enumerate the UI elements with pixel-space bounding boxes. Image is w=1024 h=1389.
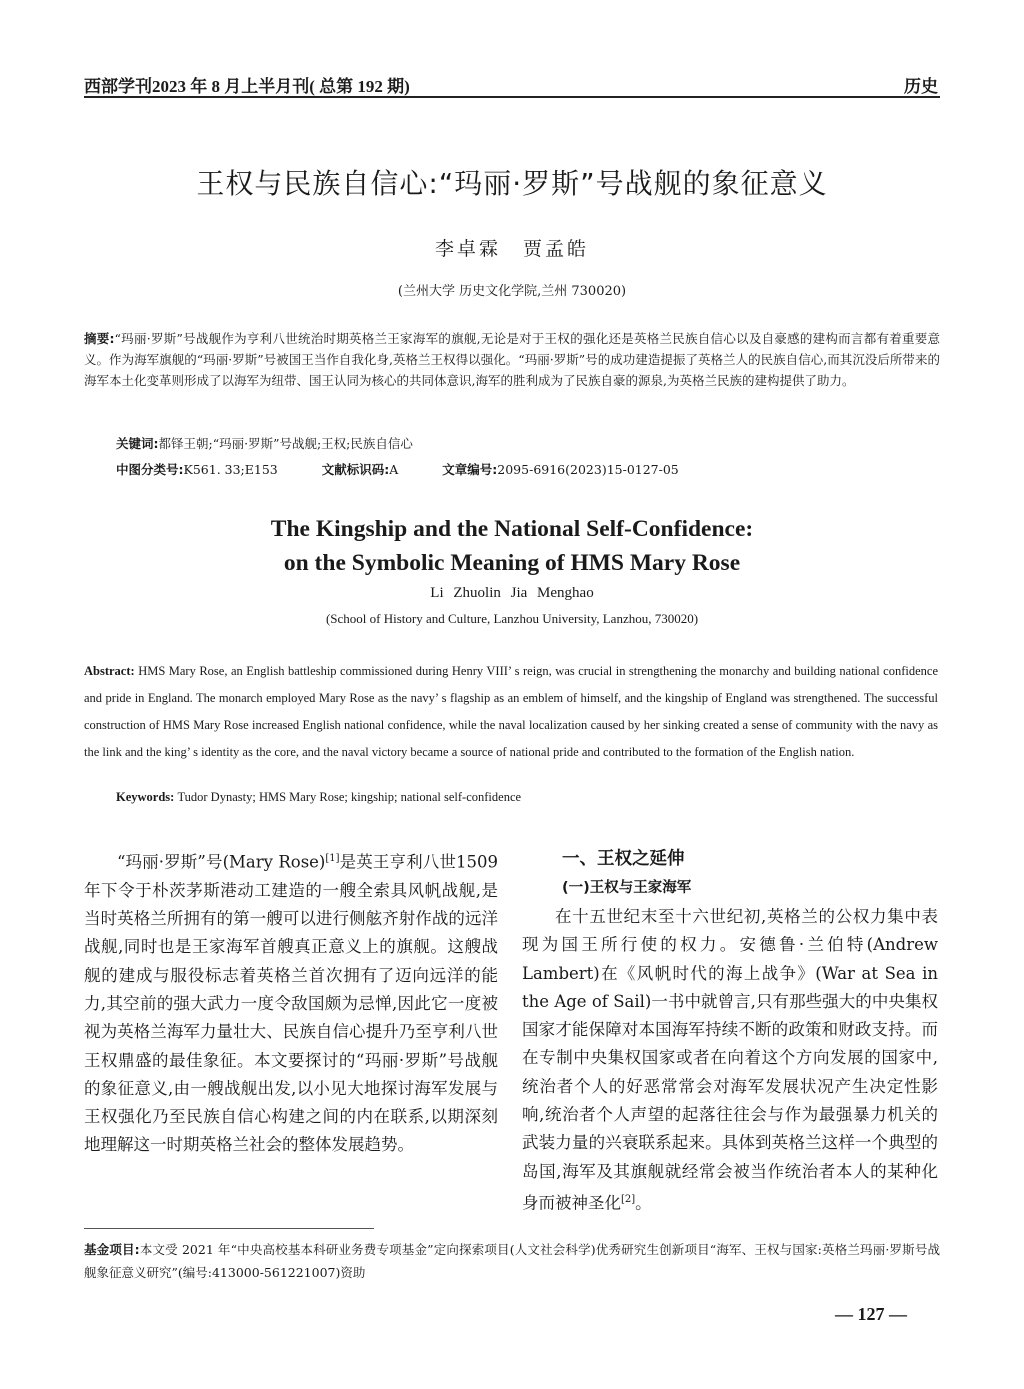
reference-marker-2: [2]: [621, 1193, 636, 1205]
funding-footnote: [84, 1238, 940, 1284]
keywords-cn-text: 都铎王朝;“玛丽·罗斯”号战舰;王权;民族自信心: [158, 436, 413, 451]
keywords-en-label: Keywords:: [116, 790, 175, 804]
article-title-cn: 王权与民族自信心:“玛丽·罗斯”号战舰的象征意义: [196, 167, 828, 200]
keywords-cn: [116, 433, 936, 454]
clc-label: 中图分类号:: [116, 462, 184, 477]
intro-text-part1: “玛丽·罗斯”号(Mary Rose): [117, 852, 326, 872]
abstract-en-text: HMS Mary Rose, an English battleship commissioned during Henry VIII’ s reign, was crucial in strengthening the monarchy and building national confidence and pride in England. The monarch employed Mary Rose as the navy’ s flagship as an emblem of himself, and the kingship of England was strengthened. The successful construction of HMS Mary Rose increased English national confidence, while the naval localization caused by her sinking created a sense of community with the navy as the link and the king’ s identity as the core, and the naval victory became a source of national pride and contributed to the formation of the English nation.: [84, 664, 938, 759]
keywords-en: [116, 790, 936, 805]
abstract-cn: [84, 328, 940, 391]
section-label: 历史: [904, 77, 938, 97]
intro-text-part2: 是英王亨利八世1509 年下令于朴茨茅斯港动工建造的一艘全索具风帆战舰,是当时英格兰所拥有的第一艘可以进行侧舷齐射作战的远洋战舰,同时也是王家海军首艘真正意义上的旗舰。这艘战舰的建成与服役标志着英格兰首次拥有了迈向远洋的能力,其空前的强大武力一度令敌国颇为忌惮,因此它一度被视为英格兰海军力量壮大、民族自信心提升乃至亨利八世王权鼎盛的最佳象征。本文要探讨的“玛丽·罗斯”号战舰的象征意义,由一艘战舰出发,以小见大地探讨海军发展与王权强化乃至民族自信心构建之间的内在联系,以期深刻地理解这一时期英格兰社会的整体发展趋势。: [84, 852, 498, 1155]
authors-en: Li Zhuolin Jia Menghao: [430, 585, 594, 601]
affiliation-cn: (兰州大学 历史文化学院,兰州 730020): [397, 284, 627, 299]
funding-text: 本文受 2021 年“中央高校基本科研业务费专项基金”定向探索项目(人文社会科学)优秀研究生创新项目“海军、王权与国家:英格兰玛丽·罗斯号战舰象征意义研究”(编号:413000-561221007)资助: [84, 1242, 941, 1280]
section-text-part1: 在十五世纪末至十六世纪初,英格兰的公权力集中表现为国王所行使的权力。安德鲁·兰伯特(Andrew Lambert)在《风帆时代的海上战争》(War at Sea in the Age of Sail)一书中就曾言,只有那些强大的中央集权国家才能保障对本国海军持续不断的政策和财政支持。而在专制中央集权国家或者在向着这个方向发展的国家中,统治者个人的好恶常常会对海军发展状况产生决定性影响,统治者个人声望的起落往往会与作为最强暴力机关的武装力量的兴衰联系起来。具体到英格兰这样一个典型的岛国,海军及其旗舰就经常会被当作统治者本人的某种化身而被神圣化: [522, 907, 938, 1213]
authors-cn: 李卓霖 贾孟皓: [434, 238, 589, 260]
article-number-value: 2095-6916(2023)15-0127-05: [497, 462, 679, 477]
intro-paragraph: [84, 845, 498, 1160]
abstract-en: [84, 658, 938, 766]
title-en-line-1: The Kingship and the National Self-Confidence:: [270, 516, 754, 542]
section-heading-1: 一、王权之延伸: [562, 849, 685, 869]
doc-code-label: 文献标识码:: [321, 462, 390, 477]
affiliation-en: (School of History and Culture, Lanzhou University, Lanzhou, 730020): [325, 611, 699, 626]
clc-value: K561. 33;E153: [183, 462, 278, 477]
journal-header: 西部学刊2023 年 8 月上半月刊( 总第 192 期): [84, 77, 410, 96]
page-number: — 127 —: [835, 1304, 907, 1324]
keywords-en-text: Tudor Dynasty; HMS Mary Rose; kingship; national self-confidence: [177, 790, 522, 804]
section-paragraph: [522, 903, 938, 1218]
body-column-right: [522, 845, 938, 1218]
abstract-en-label: Abstract:: [84, 664, 135, 678]
title-en-line-2: on the Symbolic Meaning of HMS Mary Rose: [283, 550, 741, 576]
classification-line: [116, 459, 936, 480]
header-rule: [84, 96, 940, 98]
article-number-label: 文章编号:: [442, 462, 498, 477]
keywords-cn-label: 关键词:: [116, 436, 159, 451]
article-title-en: [0, 512, 1024, 580]
footnote-rule: [84, 1228, 374, 1229]
reference-marker-1: [1]: [325, 853, 340, 864]
body-column-left: [84, 845, 498, 1160]
doc-code-value: A: [389, 462, 399, 477]
section-text-part2: 。: [635, 1193, 652, 1213]
abstract-cn-label: 摘要:: [84, 331, 115, 346]
abstract-cn-text: “玛丽·罗斯”号战舰作为亨利八世统治时期英格兰王家海军的旗舰,无论是对于王权的强化还是英格兰民族自信心以及自豪感的建构而言都有着重要意义。作为海军旗舰的“玛丽·罗斯”号被国王当作自我化身,英格兰王权得以强化。“玛丽·罗斯”号的成功建造提振了英格兰人的民族自信心,而其沉没后所带来的海军本土化变革则形成了以海军为纽带、国王认同为核心的共同体意识,海军的胜利成为了民族自豪的源泉,为英格兰民族的建构提供了助力。: [84, 331, 941, 388]
funding-label: 基金项目:: [84, 1242, 140, 1257]
subsection-heading-1: (一)王权与王家海军: [562, 880, 692, 896]
